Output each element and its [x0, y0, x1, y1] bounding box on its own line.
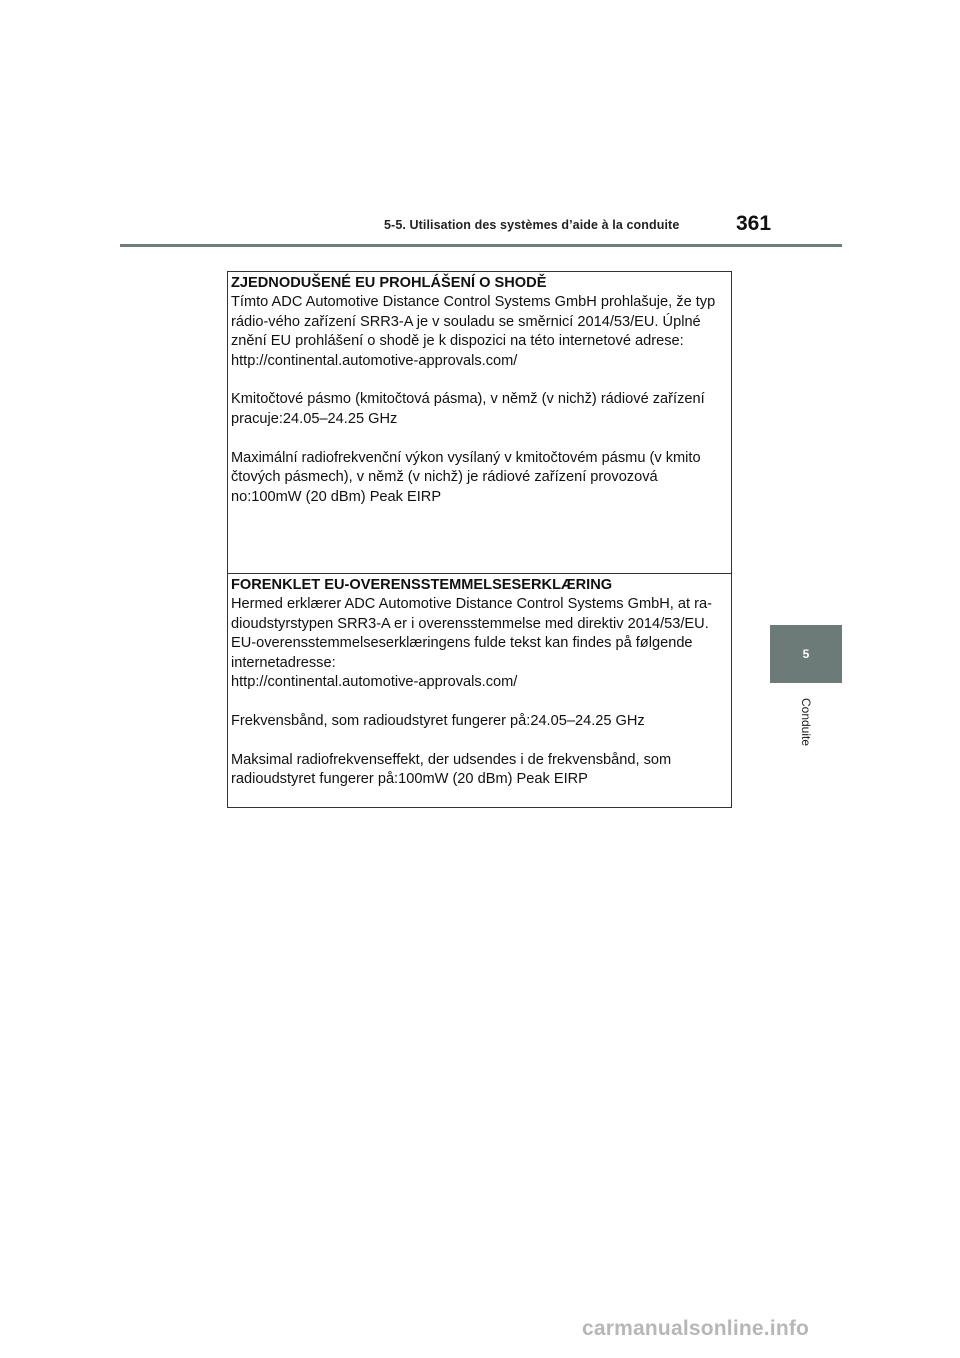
danish-max-power: Maksimal radiofrekvenseffekt, der udsendes i de frekvensbånd, som radioudstyret fungerer på:100mW (20 dBm) Peak EIRP — [231, 751, 672, 788]
page-number: 361 — [736, 212, 772, 235]
danish-declaration — [228, 574, 731, 807]
chapter-tab — [770, 625, 842, 683]
declaration-table — [227, 271, 732, 808]
danish-declaration-intro — [231, 595, 728, 693]
danish-approval-url[interactable]: http://continental.automotive-approvals.com/ — [231, 674, 518, 691]
czech-declaration-intro — [231, 293, 728, 371]
czech-approval-url[interactable]: http://continental.automotive-approvals.com/ — [231, 352, 518, 369]
header-divider — [120, 244, 842, 247]
czech-intro-text: Tímto ADC Automotive Distance Control Systems GmbH prohlašuje, že typ rádio-vého zařízení SRR3-A je v souladu se směrnicí 2014/53/EU. Úplné znění EU prohlášení o shodě je k dispozici na této internetové adrese: — [231, 294, 716, 350]
section-heading: 5-5. Utilisation des systèmes d’aide à la conduite — [384, 218, 680, 232]
czech-frequency-band: Kmitočtové pásmo (kmitočtová pásma), v němž (v nichž) rádiové zařízení pracuje:24.05–24.25 GHz — [231, 391, 705, 427]
danish-frequency-band: Frekvensbånd, som radioudstyret fungerer på:24.05–24.25 GHz — [231, 712, 645, 729]
danish-declaration-title: FORENKLET EU-OVERENSSTEMMELSESERKLÆRING — [231, 577, 613, 593]
site-watermark: carmanualsonline.info — [582, 1317, 810, 1340]
chapter-number: 5 — [802, 647, 810, 661]
czech-declaration-title: ZJEDNODUŠENÉ EU PROHLÁŠENÍ O SHODĚ — [231, 275, 547, 291]
czech-max-power: Maximální radiofrekvenční výkon vysílaný v kmitočtovém pásmu (v kmito čtových pásmech), v němž (v nichž) je rádiové zařízení provozová no:100mW (20 dBm) Peak EIRP — [231, 449, 701, 505]
chapter-name: Conduite — [799, 697, 813, 747]
czech-declaration — [228, 272, 731, 574]
danish-intro-text: Hermed erklærer ADC Automotive Distance Control Systems GmbH, at ra-dioudstyrstypen SRR3-A er i overensstemmelse med direktiv 2014/53/EU. EU-overensstemmelseserklæringens fulde tekst kan findes på følgende internetadresse: — [231, 596, 712, 671]
